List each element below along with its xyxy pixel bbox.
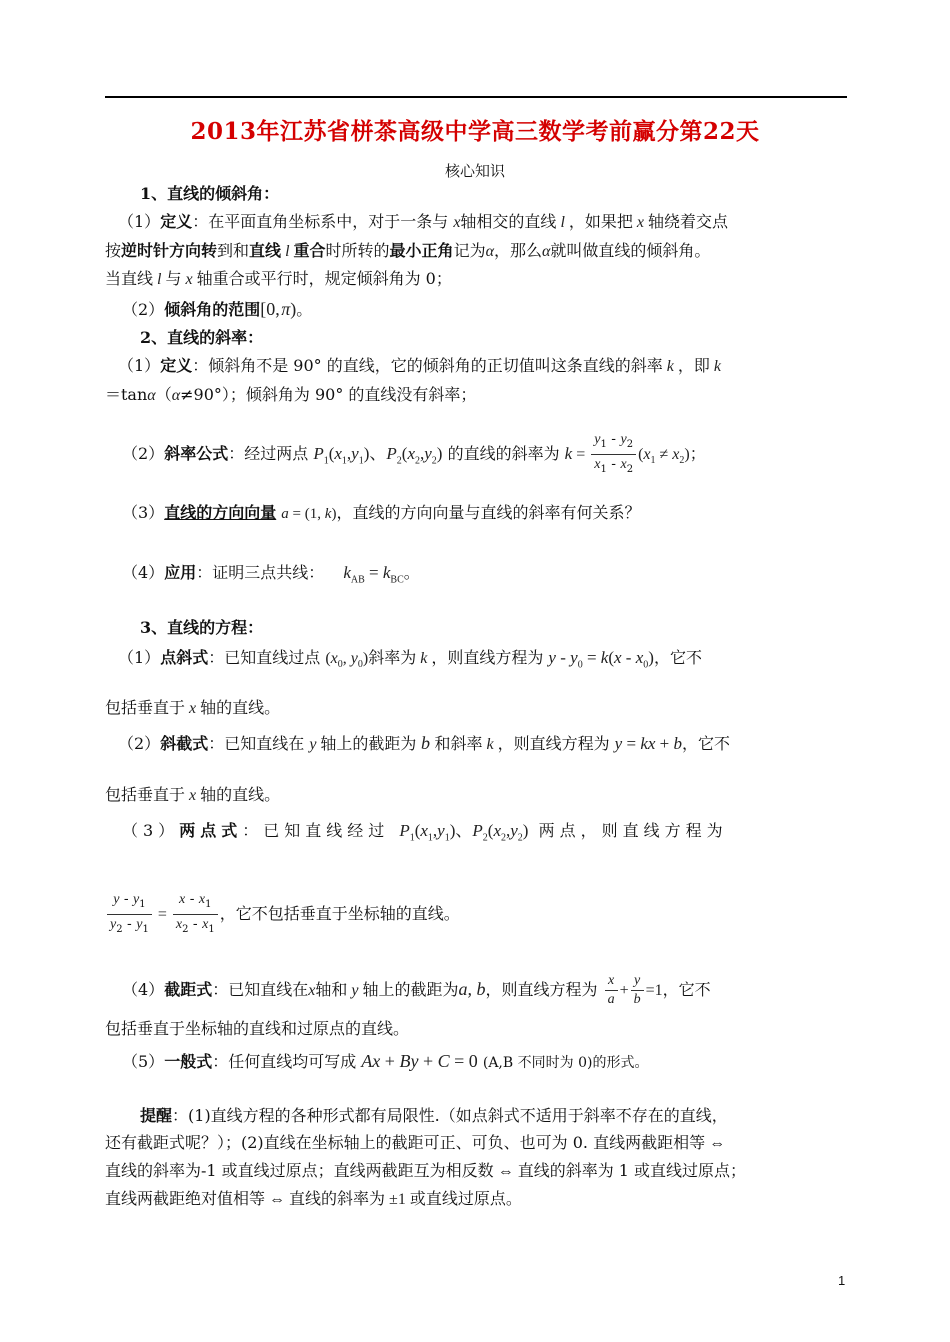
heading-slope: 2、直线的斜率： — [140, 328, 264, 347]
s1-range-line: （2）倾斜角的范围[0, π)。 — [122, 299, 313, 319]
s1-definition-line2: 按逆时针方向转到和直线 l 重合时所转的最小正角记为α，那么α就叫做直线的倾斜角。 — [105, 241, 711, 260]
s3-point-slope-cont: 包括垂直于 x 轴的直线。 — [105, 698, 281, 717]
header-rule — [105, 96, 847, 98]
s3-slope-intercept-cont: 包括垂直于 x 轴的直线。 — [105, 785, 281, 804]
tip-line2: 还有截距式呢？）；(2)直线在坐标轴上的截距可正、可负、也可为 0. 直线两截距相等 ⇔ — [105, 1133, 726, 1152]
s3-slope-intercept: （2）斜截式：已知直线在 y 轴上的截距为 b 和斜率 k ，则直线方程为 y = kx + b，它不 — [118, 733, 731, 753]
tip-line1: 提醒：(1)直线方程的各种形式都有局限性.（如点斜式不适用于斜率不存在的直线， — [140, 1106, 728, 1125]
heading-inclination: 1、直线的倾斜角： — [140, 184, 280, 203]
page-number: 1 — [838, 1273, 846, 1288]
s3-intercept-cont: 包括垂直于坐标轴的直线和过原点的直线。 — [105, 1019, 410, 1038]
page-title: 2013年江苏省栟茶高级中学高三数学考前赢分第22天 — [190, 118, 760, 145]
heading-line-equation: 3、直线的方程： — [140, 618, 264, 637]
s2-slope-formula: （2）斜率公式：经过两点 $P_1(x_1,y_1)$、$P_2(x_2,y_2)$ 的直线的斜率为 k = $\frac{y_1 - y_2}{x_1 - x_2}$ $(x_1 \ne x_2)$； — [122, 431, 706, 475]
s2-application: （4）应用：证明三点共线： $k_{AB} = k_{BC}$。 — [122, 563, 420, 586]
tip-line4: 直线两截距绝对值相等 ⇔ 直线的斜率为 ±1 或直线过原点。 — [105, 1189, 522, 1208]
tip-line3: 直线的斜率为-1 或直线过原点；直线两截距互为相反数 ⇔ 直线的斜率为 1 或直线过原点； — [105, 1161, 747, 1180]
s2-definition-line1: （1）定义：倾斜角不是 90° 的直线，它的倾斜角的正切值叫这条直线的斜率 k ，即 k — [118, 356, 721, 375]
section-subtitle: 核心知识 — [444, 162, 505, 180]
s3-two-point: （3）两点式：已知直线经过 $P_1(x_1,y_1)$、$P_2(x_2,y_2)$ 两点，则直线方程为 — [122, 821, 728, 844]
s2-direction-vector: （3）直线的方向向量 a = (1, k)，直线的方向向量与直线的斜率有何关系？ — [122, 503, 641, 522]
s3-intercept: （4）截距式：已知直线在x轴和 y 轴上的截距为a, b，则直线方程为 $\frac{x}{a}$ + $\frac{y}{b}$ =1，它不 — [122, 973, 711, 1007]
s3-two-point-formula: $\frac{y - y_1}{y_2 - y_1}$ = $\frac{x - x_1}{x_2 - x_1}$ ，它不包括垂直于坐标轴的直线。 — [105, 890, 460, 939]
s3-general: （5）一般式：任何直线均可写成 Ax + By + C = 0 (A,B 不同时为 0)的形式。 — [122, 1051, 649, 1071]
s1-definition-line3: 当直线 l 与 x 轴重合或平行时，规定倾斜角为 0； — [105, 269, 452, 288]
s2-definition-line2: ＝tanα（α≠90°）；倾斜角为 90° 的直线没有斜率； — [105, 385, 477, 404]
s3-point-slope: （1）点斜式：已知直线过点 ($x_0$, $y_0$)斜率为 k ，则直线方程为 $y - y_0 = k(x - x_0)$，它不 — [118, 648, 702, 671]
s1-definition-line1: （1）定义：在平面直角坐标系中，对于一条与 x轴相交的直线 l ，如果把 x 轴绕着交点 — [118, 212, 729, 231]
